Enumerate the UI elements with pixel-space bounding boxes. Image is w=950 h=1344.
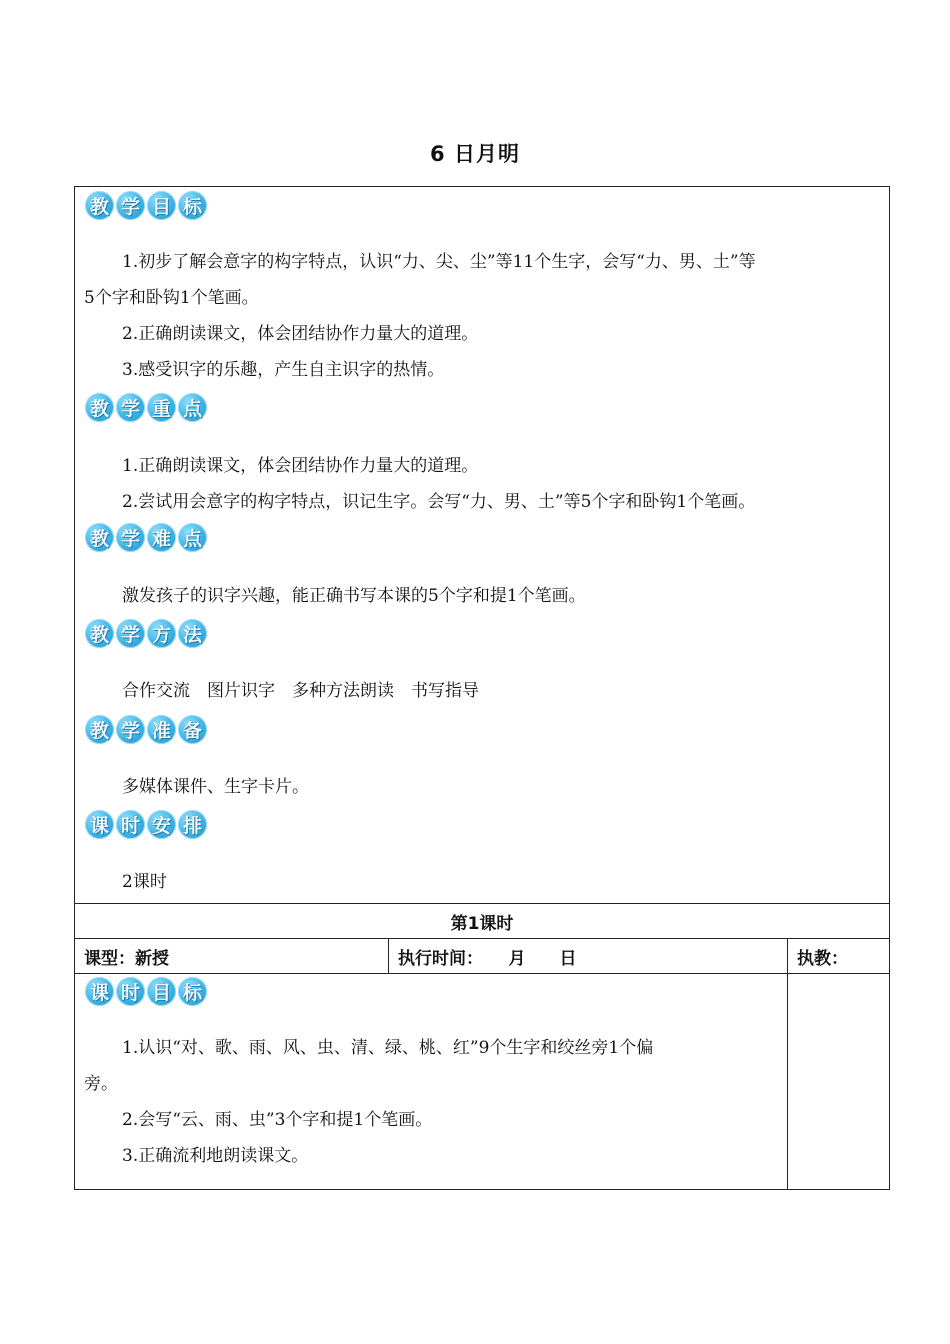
schedule-item: 2课时 bbox=[122, 872, 167, 892]
difficulties-badge: 教 学 难 点 bbox=[85, 523, 207, 552]
lesson-goal-item: 1.认识“对、歌、雨、风、虫、清、绿、桃、红”9个生字和绞丝旁1个偏 bbox=[122, 1038, 654, 1058]
divider bbox=[74, 938, 890, 939]
divider bbox=[787, 938, 788, 1190]
divider bbox=[74, 903, 890, 904]
lesson-goal-item: 2.会写“云、雨、虫”3个字和提1个笔画。 bbox=[122, 1110, 433, 1130]
methods-badge: 教 学 方 法 bbox=[85, 619, 207, 648]
execution-time: 执行时间： 月 日 bbox=[398, 949, 577, 969]
difficulty-item: 激发孩子的识字兴趣，能正确书写本课的5个字和提1个笔画。 bbox=[122, 586, 586, 606]
lesson-heading: 第1课时 bbox=[450, 914, 514, 934]
goal-item: 3.感受识字的乐趣，产生自主识字的热情。 bbox=[122, 360, 445, 380]
lesson-goal-item: 3.正确流利地朗读课文。 bbox=[122, 1146, 309, 1166]
method-item: 合作交流 图片识字 多种方法朗读 书写指导 bbox=[122, 681, 479, 701]
lesson-type: 课型：新授 bbox=[84, 949, 169, 969]
goal-item: 5个字和卧钩1个笔画。 bbox=[84, 288, 259, 308]
lesson-goals-badge: 课 时 目 标 bbox=[85, 977, 207, 1006]
page-title: 6 日月明 bbox=[430, 142, 520, 166]
key-point-item: 1.正确朗读课文，体会团结协作力量大的道理。 bbox=[122, 456, 479, 476]
goal-item: 1.初步了解会意字的构字特点，认识“力、尖、尘”等11个生字，会写“力、男、土”等 bbox=[122, 252, 756, 272]
schedule-badge: 课 时 安 排 bbox=[85, 810, 207, 839]
key-point-item: 2.尝试用会意字的构字特点，识记生字。会写“力、男、土”等5个字和卧钩1个笔画。 bbox=[122, 492, 756, 512]
key-points-badge: 教 学 重 点 bbox=[85, 393, 207, 422]
preparation-item: 多媒体课件、生字卡片。 bbox=[122, 777, 309, 797]
goal-item: 2.正确朗读课文，体会团结协作力量大的道理。 bbox=[122, 324, 479, 344]
teaching-goals-badge: 教 学 目 标 bbox=[85, 191, 207, 220]
divider bbox=[388, 938, 389, 973]
teacher-label: 执教： bbox=[797, 949, 848, 969]
divider bbox=[74, 973, 890, 974]
lesson-goal-item: 旁。 bbox=[84, 1074, 118, 1094]
preparation-badge: 教 学 准 备 bbox=[85, 715, 207, 744]
